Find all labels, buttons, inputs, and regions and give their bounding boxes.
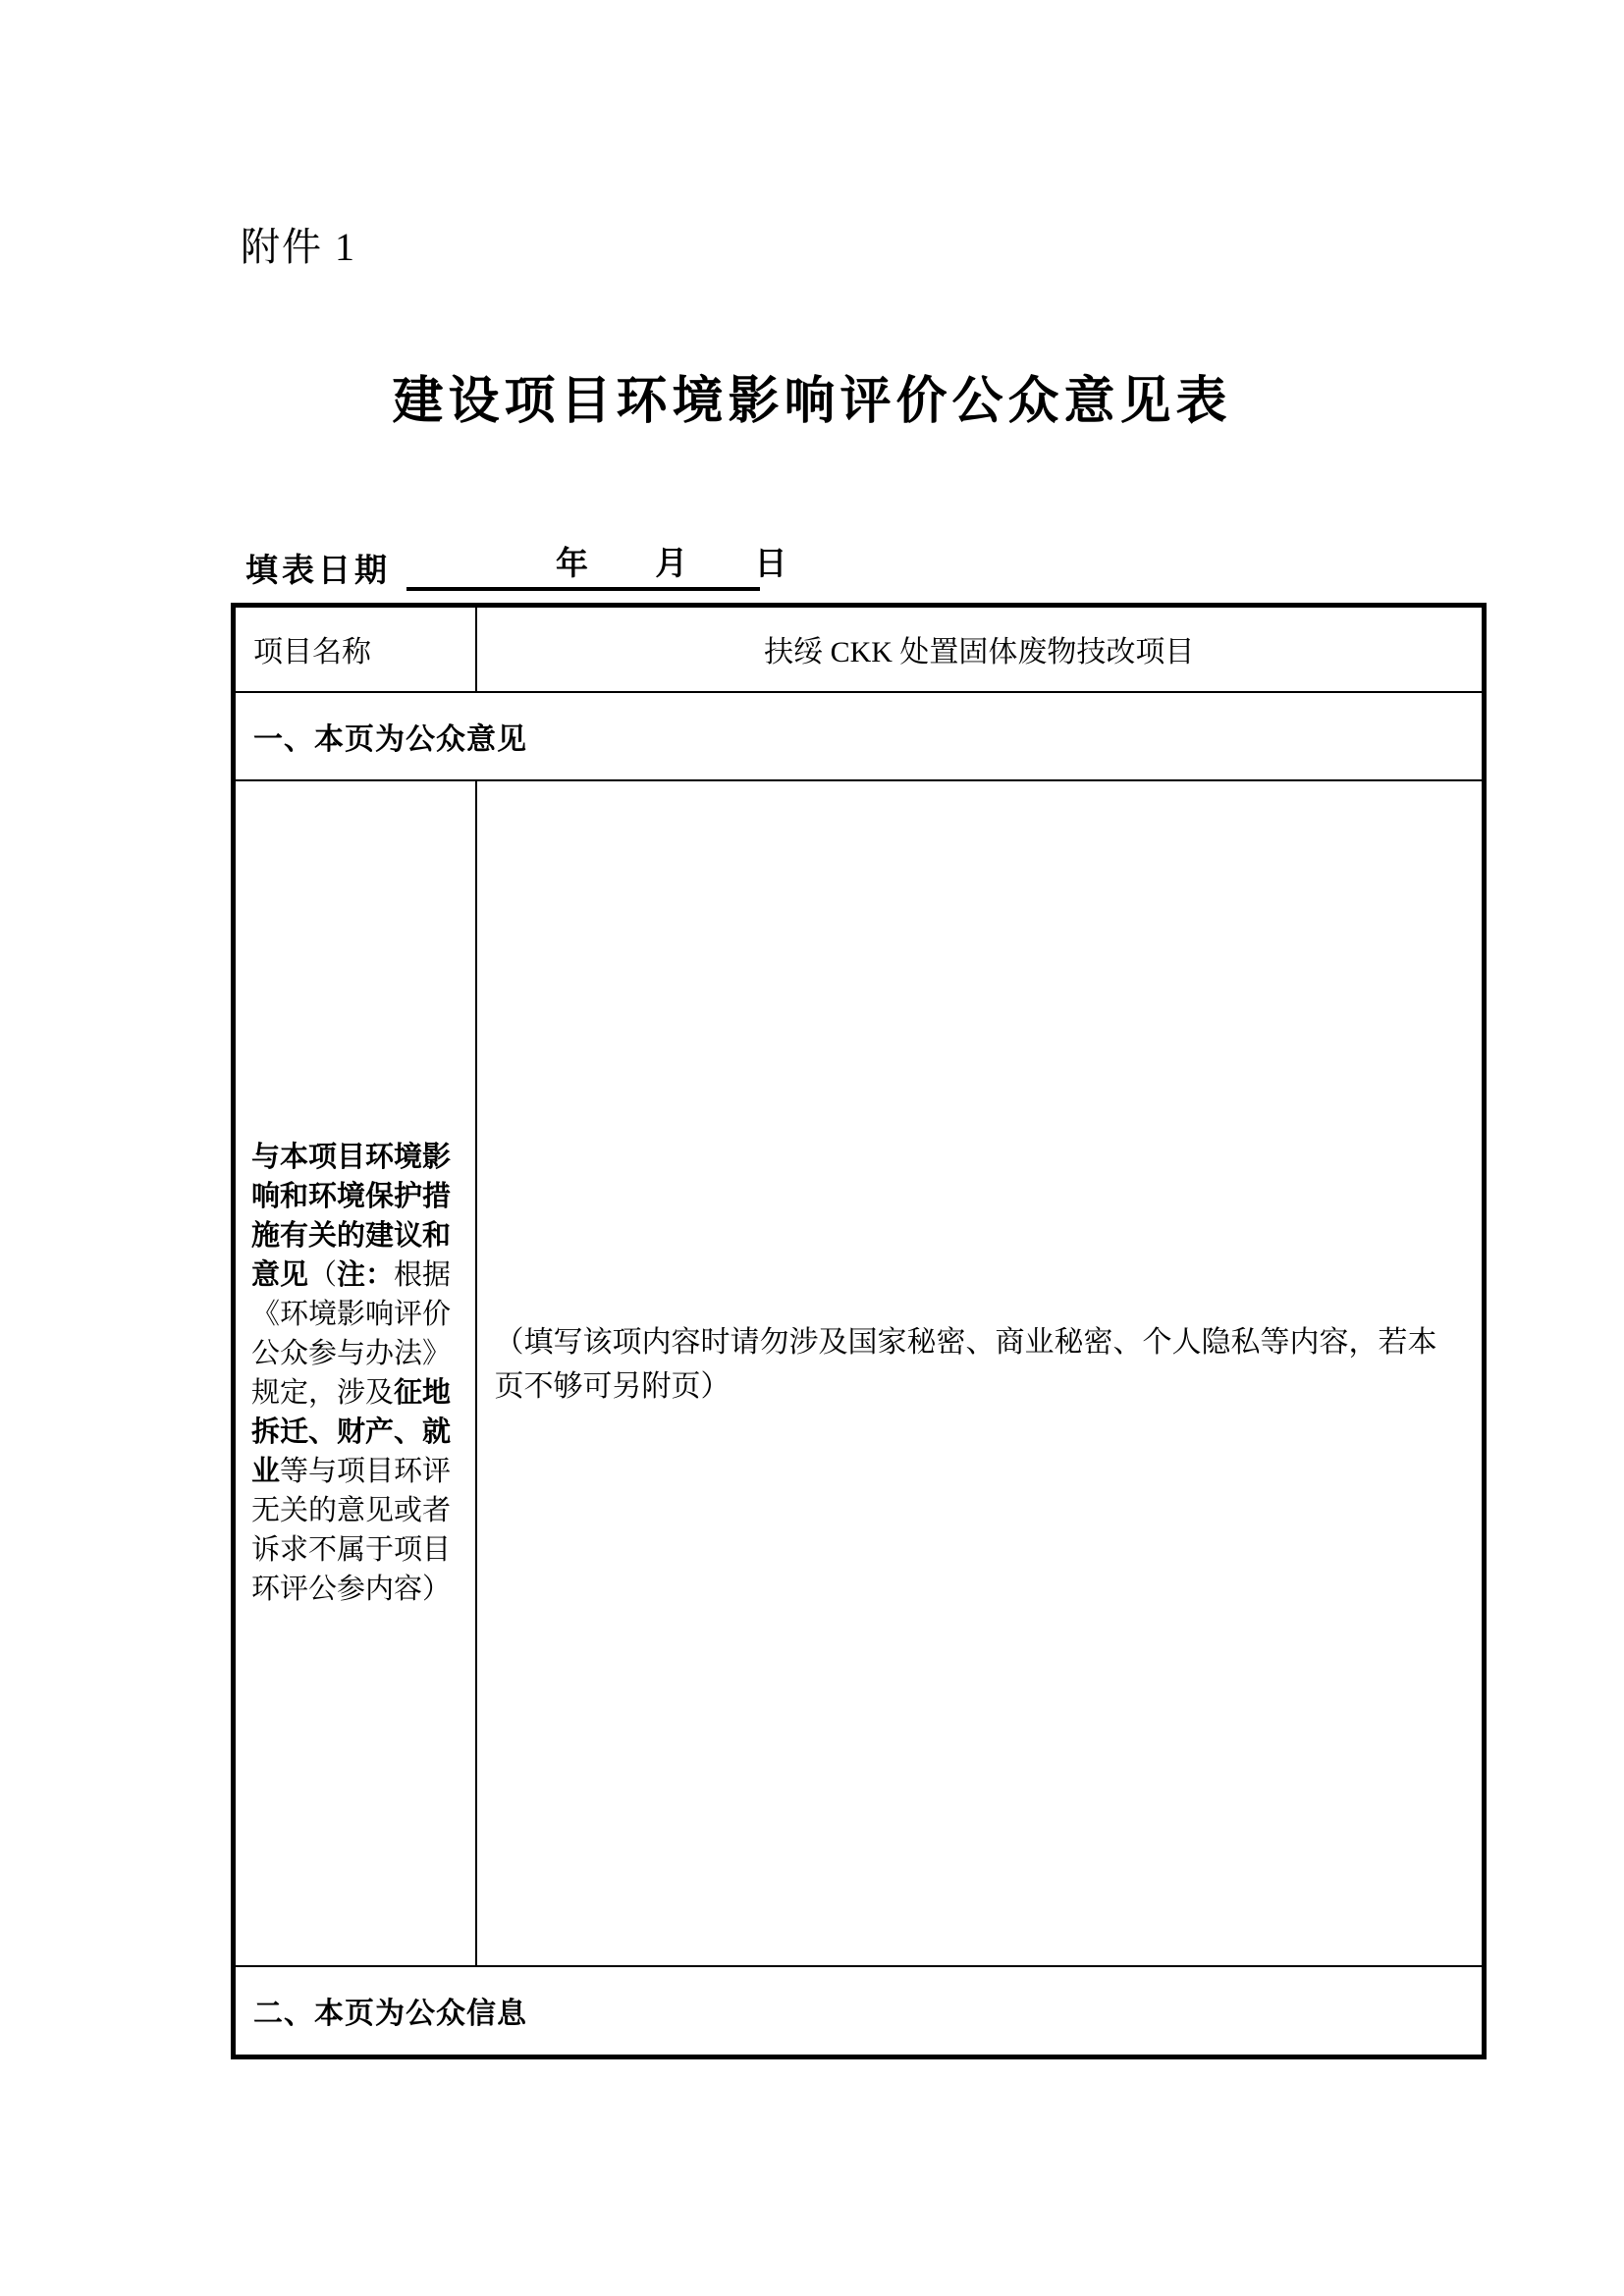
opinion-form-table <box>231 603 1487 2059</box>
month-label: 月 <box>655 547 688 582</box>
fill-date-label: 填表日期 <box>245 554 391 589</box>
fill-date-blank-underline <box>406 538 787 591</box>
section-2-header-row <box>234 1966 1485 2057</box>
day-label: 日 <box>754 547 787 582</box>
fill-date-line <box>245 538 787 591</box>
opinion-content-cell <box>476 780 1485 1966</box>
opinion-privacy-note: （填写该项内容时请勿涉及国家秘密、商业秘密、个人隐私等内容，若本页不够可另附页） <box>494 1325 1437 1403</box>
project-name-label-cell: 项目名称 <box>234 606 476 692</box>
opinion-label-cell <box>234 780 476 1966</box>
opinion-row <box>234 780 1485 1966</box>
section-1-header-cell: 一、本页为公众意见 <box>234 692 1485 780</box>
form-title: 建设项目环境影响评价公众意见表 <box>392 374 1232 430</box>
section-1-header-row <box>234 692 1485 780</box>
opinion-field-label: 与本项目环境影响和环境保护措施有关的建议和意见（注：根据《环境影响评价公众参与办法》规定，涉及征地拆迁、财产、就业等与项目环评无关的意见或者诉求不属于项目环评公参内容） <box>251 1141 452 1605</box>
project-name-row <box>234 606 1485 692</box>
year-label: 年 <box>556 547 588 582</box>
project-name-value-cell: 扶绥 CKK 处置固体废物技改项目 <box>476 606 1485 692</box>
attachment-label: 附件 1 <box>241 225 356 269</box>
section-2-header-cell: 二、本页为公众信息 <box>234 1966 1485 2057</box>
